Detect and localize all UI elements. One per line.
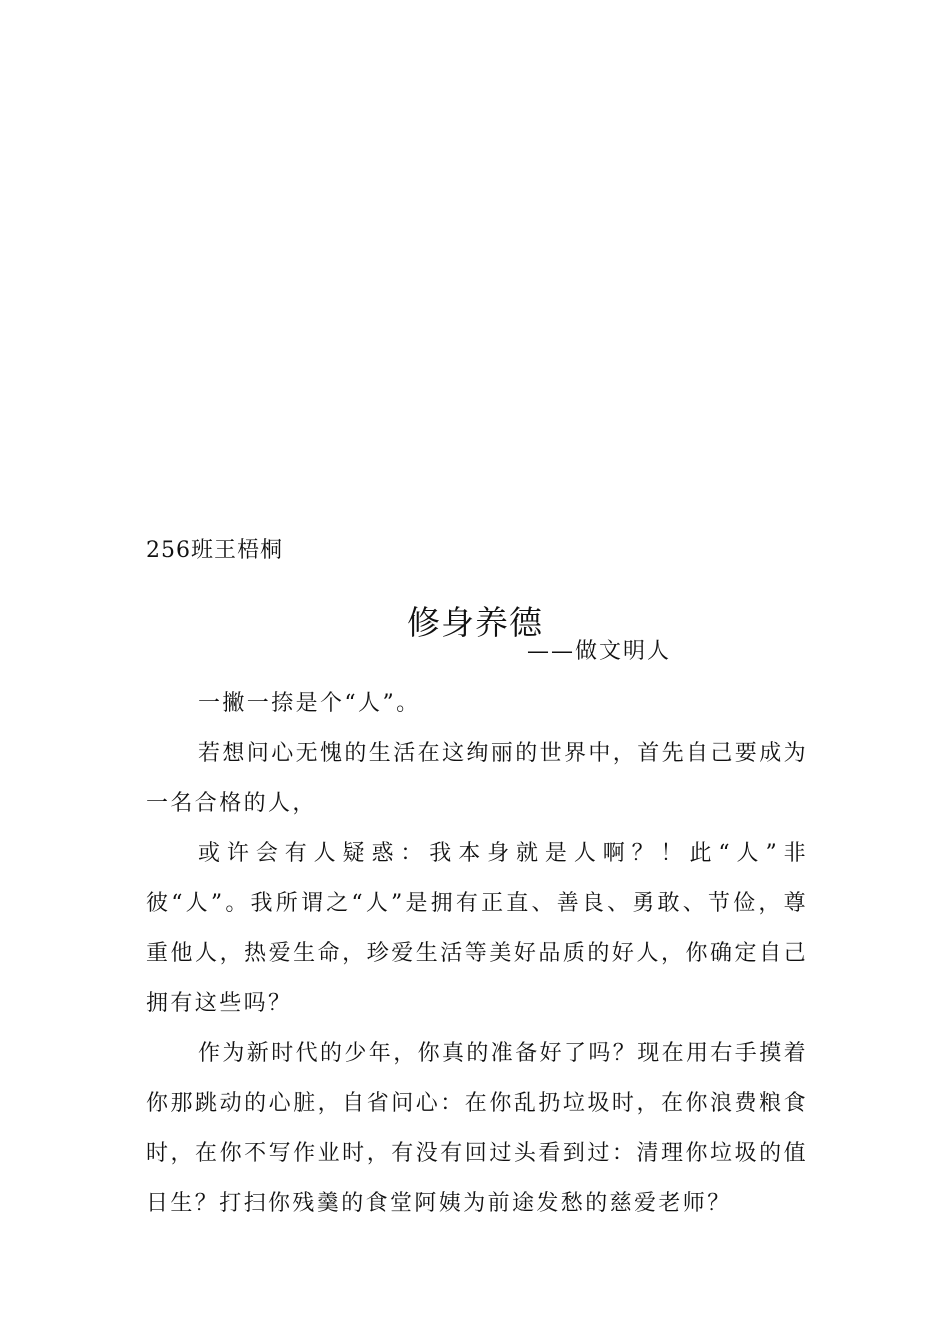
author-line: 256班王梧桐 xyxy=(146,538,283,563)
paragraph-1: 一撇一捺是个“人”。 xyxy=(198,691,421,716)
essay-title: 修身养德 xyxy=(407,603,543,643)
paragraph-4: 作为新时代的少年，你真的准备好了吗？现在用右手摸着你那跳动的心脏，自省问心：在你乱扔垃圾时，在你浪费粮食时，在你不写作业时，有没有回过头看到过：清理你垃圾的值日生？打扫你残羹的食堂阿姨为前途发愁的慈爱老师？ xyxy=(146,1041,809,1216)
paragraph-2: 若想问心无愧的生活在这绚丽的世界中，首先自己要成为一名合格的人， xyxy=(146,741,809,816)
essay-body xyxy=(146,679,808,1229)
paragraph-3: 或许会有人疑惑：我本身就是人啊？！此“人”非彼“人”。我所谓之“人”是拥有正直、善良、勇敢、节俭，尊重他人，热爱生命，珍爱生活等美好品质的好人，你确定自己拥有这些吗？ xyxy=(146,841,808,1016)
essay-subtitle: ——做文明人 xyxy=(527,639,672,664)
